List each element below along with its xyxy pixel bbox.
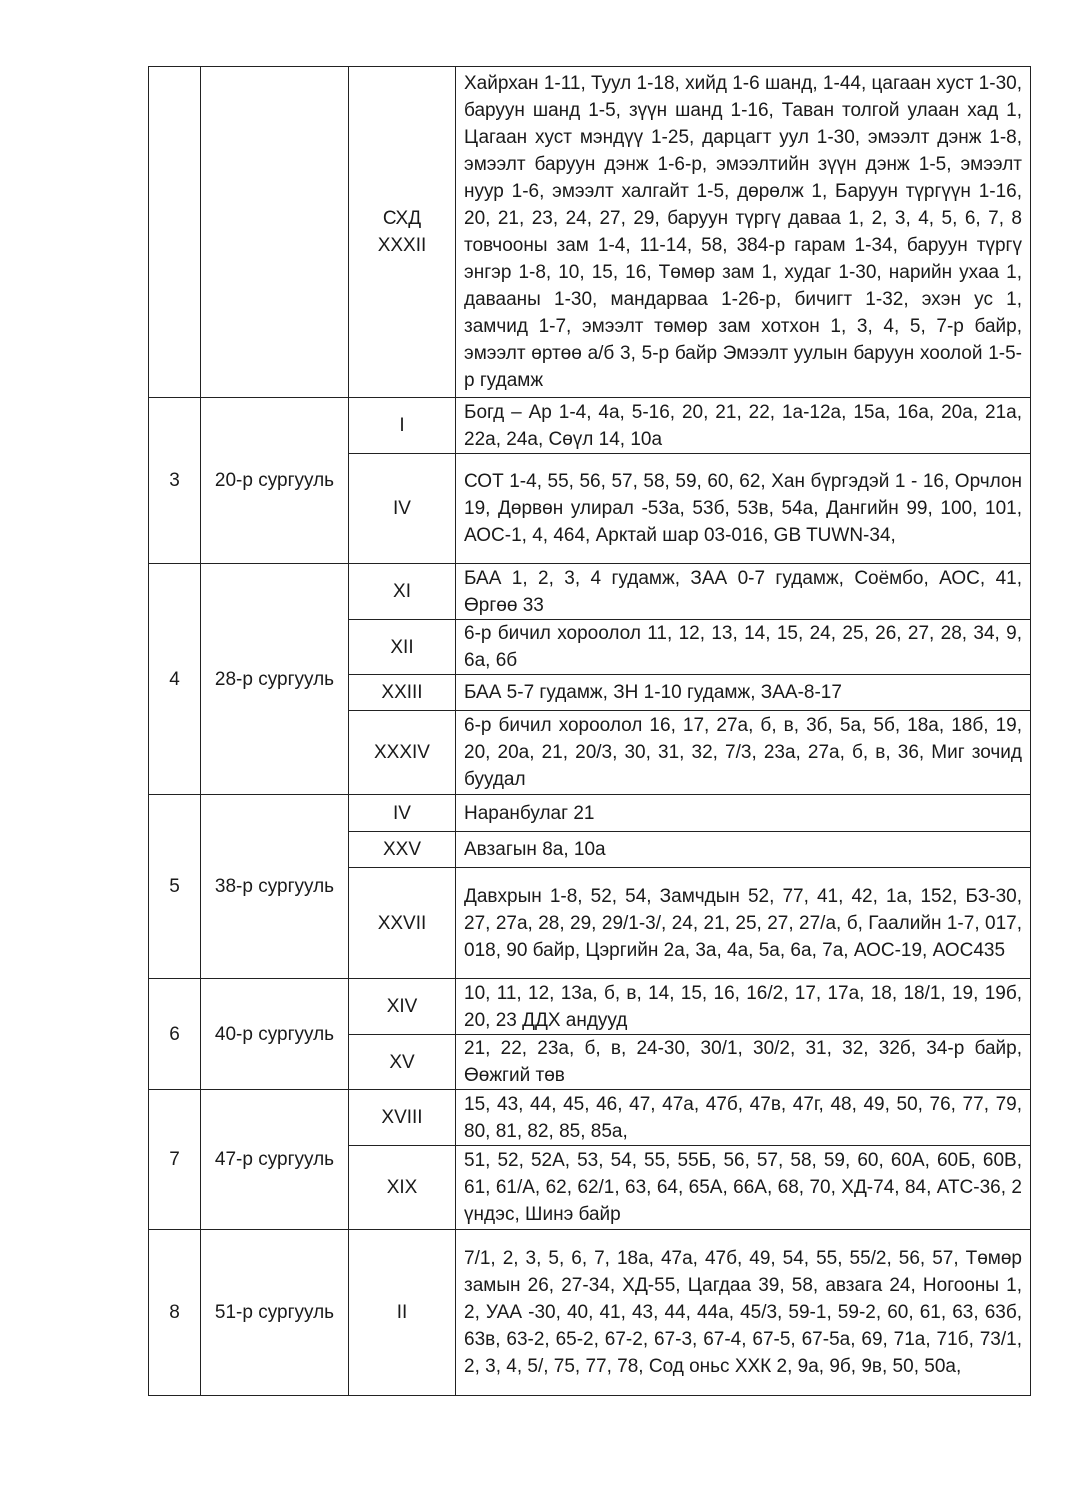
school-district-table (148, 66, 1031, 1396)
row-number-cell (149, 67, 201, 398)
school-name-cell: 51-р сургууль (201, 1230, 349, 1396)
table-row (149, 67, 1031, 398)
address-cell: 6-р бичил хороолол 11, 12, 13, 14, 15, 24, 25, 26, 27, 28, 34, 9, 6а, 6б (456, 620, 1031, 675)
khoroo-cell (349, 67, 456, 398)
khoroo-cell: XXXIV (349, 711, 456, 795)
khoroo-cell: XIV (349, 979, 456, 1035)
khoroo-cell: XVIII (349, 1090, 456, 1146)
address-cell: Авзагын 8а, 10а (456, 832, 1031, 868)
address-cell: СОТ 1-4, 55, 56, 57, 58, 59, 60, 62, Хан бүргэдэй 1 - 16, Орчлон 19, Дөрвөн улирал -53а, 53б, 53в, 54а, Дангийн 99, 100, 101, АОС-1, 4, 464, Арктай шар 03-016, GB TUWN-34, (456, 454, 1031, 564)
address-cell: 15, 43, 44, 45, 46, 47, 47а, 47б, 47в, 47г, 48, 49, 50, 76, 77, 79, 80, 81, 82, 85, 85а, (456, 1090, 1031, 1146)
address-cell: БАА 1, 2, 3, 4 гудамж, ЗАА 0-7 гудамж, Соёмбо, АОС, 41, Өргөө 33 (456, 564, 1031, 620)
address-cell: 10, 11, 12, 13а, б, в, 14, 15, 16, 16/2, 17, 17а, 18, 18/1, 19, 19б, 20, 23 ДДХ андууд (456, 979, 1031, 1035)
table-row (149, 795, 1031, 832)
khoroo-cell: XXIII (349, 675, 456, 711)
khoroo-cell: XV (349, 1035, 456, 1090)
address-cell: Давхрын 1-8, 52, 54, Замчдын 52, 77, 41, 42, 1а, 152, БЗ-30, 27, 27а, 28, 29, 29/1-3/, 24, 21, 25, 27, 27/а, б, Гаалийн 1-7, 017, 018, 90 байр, Цэргийн 2а, 3а, 4а, 5а, 6а, 7а, АОС-19, АОС435 (456, 868, 1031, 979)
row-number-cell: 5 (149, 795, 201, 979)
address-cell: 21, 22, 23а, б, в, 24-30, 30/1, 30/2, 31, 32, 32б, 34-р байр, Өөжгий төв (456, 1035, 1031, 1090)
row-number-cell: 3 (149, 398, 201, 564)
address-cell: Хайрхан 1-11, Туул 1-18, хийд 1-6 шанд, 1-44, цагаан хуст 1-30, баруун шанд 1-5, зүүн шанд 1-16, Таван толгой улаан хад 1, Цагаан хуст мэндүү 1-25, дарцагт уул 1-30, эмээлт дэнж 1-8, эмээлт баруун дэнж 1-6-р, эмээлтийн зүүн дэнж 1-5, эмээлт нуур 1-6, эмээлт халгайт 1-5, дөрөлж 1, Баруун түргүүн 1-16, 20, 21, 23, 24, 27, 29, баруун түргү даваа 1, 2, 3, 4, 5, 6, 7, 8 товчооны зам 1-4, 11-14, 58, 384-р гарам 1-34, баруун түргү энгэр 1-8, 10, 15, 16, Төмөр зам 1, худаг 1-30, нарийн ухаа 1, даваaны 1-30, мандарваа 1-26-р, бичигт 1-32, эхэн ус 1, замчид 1-7, эмээлт төмөр зам хотхон 1, 3, 4, 5, 7-р байр, эмээлт өртөө а/б 3, 5-р байр Эмээлт уулын баруун хоолой 1-5-р гудамж (456, 67, 1031, 398)
school-name-cell: 38-р сургууль (201, 795, 349, 979)
address-cell: 51, 52, 52А, 53, 54, 55, 55Б, 56, 57, 58, 59, 60, 60А, 60Б, 60В, 61, 61/А, 62, 62/1, 63, 64, 65А, 66А, 68, 70, ХД-74, 84, АТС-36, 2 үндэс, Шинэ байр (456, 1146, 1031, 1230)
address-cell: 6-р бичил хороолол 16, 17, 27а, б, в, 3б, 5а, 5б, 18а, 18б, 19, 20, 20а, 21, 20/3, 30, 31, 32, 7/3, 23а, 27а, б, в, 36, Миг зочид буудал (456, 711, 1031, 795)
row-number-cell: 4 (149, 564, 201, 795)
khoroo-cell: I (349, 398, 456, 454)
khoroo-cell: XI (349, 564, 456, 620)
school-name-cell: 20-р сургууль (201, 398, 349, 564)
row-number-cell: 7 (149, 1090, 201, 1230)
khoroo-cell: XII (349, 620, 456, 675)
table-row (149, 979, 1031, 1035)
row-number-cell: 6 (149, 979, 201, 1090)
school-name-cell: 40-р сургууль (201, 979, 349, 1090)
address-cell: Богд – Ар 1-4, 4а, 5-16, 20, 21, 22, 1а-12а, 15а, 16а, 20а, 21а, 22а, 24а, Сөүл 14, 10а (456, 398, 1031, 454)
school-name-cell (201, 67, 349, 398)
khoroo-cell: XXVII (349, 868, 456, 979)
school-name-cell: 47-р сургууль (201, 1090, 349, 1230)
table-row (149, 1230, 1031, 1396)
row-number-cell: 8 (149, 1230, 201, 1396)
address-cell: Наранбулаг 21 (456, 795, 1031, 832)
khoroo-cell: IV (349, 454, 456, 564)
table-row (149, 564, 1031, 620)
khoroo-cell: IV (349, 795, 456, 832)
address-cell: БАА 5-7 гудамж, ЗН 1-10 гудамж, ЗАА-8-17 (456, 675, 1031, 711)
khoroo-cell: XXV (349, 832, 456, 868)
khoroo-cell: XIX (349, 1146, 456, 1230)
khoroo-label: СХД XXXII (377, 208, 427, 256)
school-name-cell: 28-р сургууль (201, 564, 349, 795)
address-cell: 7/1, 2, 3, 5, 6, 7, 18а, 47а, 47б, 49, 54, 55, 55/2, 56, 57, Төмөр замын 26, 27-34, ХД-55, Цагдаа 39, 58, авзага 24, Ногооны 1, 2, УАА -30, 40, 41, 43, 44, 44а, 45/3, 59-1, 59-2, 60, 61, 63, 63б, 63в, 63-2, 65-2, 67-2, 67-3, 67-4, 67-5, 67-5а, 69, 71а, 71б, 73/1, 2, 3, 4, 5/, 75, 77, 78, Сод оньс ХХК 2, 9а, 9б, 9в, 50, 50а, (456, 1230, 1031, 1396)
table-row (149, 1090, 1031, 1146)
khoroo-cell: II (349, 1230, 456, 1396)
table-row (149, 398, 1031, 454)
